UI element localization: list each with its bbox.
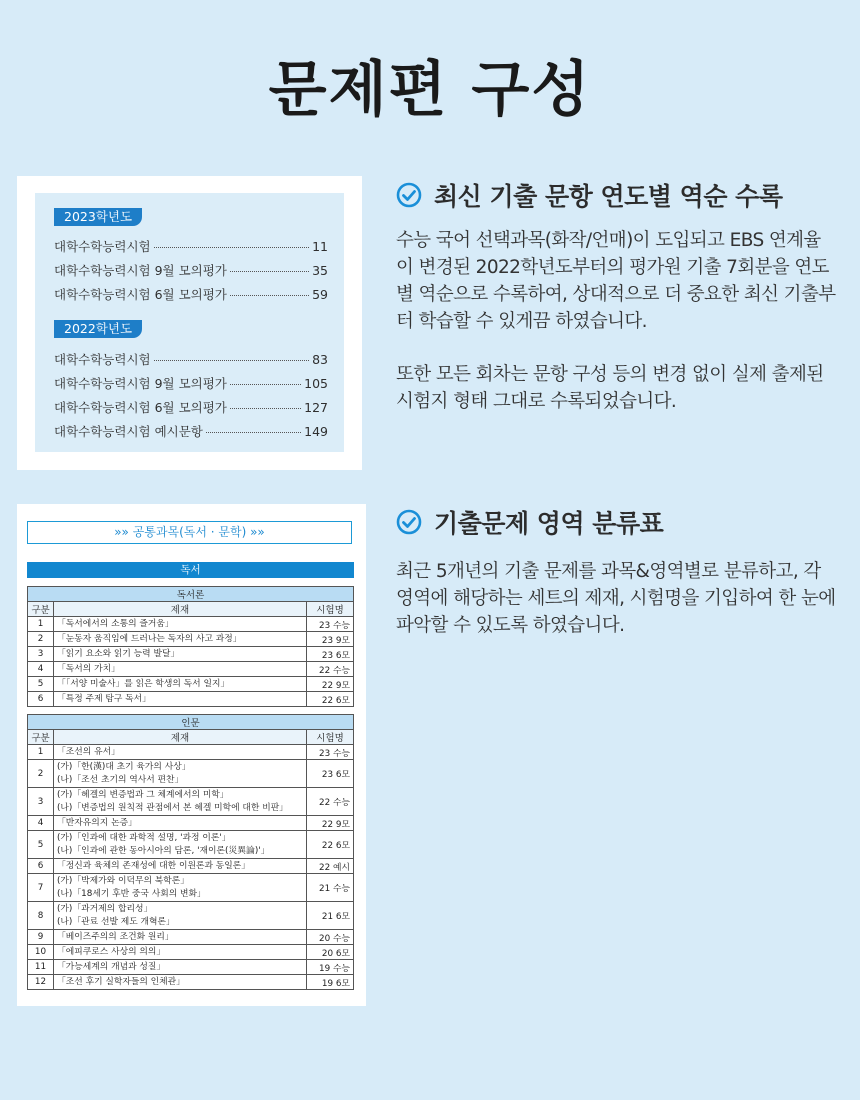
section-latest-exams [396,177,836,415]
column-header: 제재 [54,602,307,617]
table-row: 9 「베이즈주의의 조건화 원리」 20 수능 [28,930,354,945]
table-row: 3 「읽기 요소와 읽기 능력 발달」 23 6모 [28,647,354,662]
table-row: 1 「독서에서의 소통의 즐거움」 23 수능 [28,617,354,632]
toc-item: 대학수학능력시험 6월 모의평가 127 [54,400,328,415]
table-row: 6 「특정 주제 탐구 독서」 22 6모 [28,692,354,707]
toc-item: 대학수학능력시험 9월 모의평가 35 [54,263,328,278]
check-circle-icon [396,182,422,208]
subject-banner: »» 공통과목(독서 · 문학) »» [27,521,352,544]
section-heading: 최신 기출 문항 연도별 역순 수록 [396,177,836,213]
column-header: 구분 [28,730,54,745]
check-circle-icon [396,509,422,535]
toc-item: 대학수학능력시험 9월 모의평가 105 [54,376,328,391]
table-row: 11 「가능세계의 개념과 성질」 19 수능 [28,960,354,975]
table-row: 1 「조선의 유서」 23 수능 [28,745,354,760]
column-header: 제재 [54,730,307,745]
reading-theory-table [27,586,354,707]
area-bar: 독서 [27,562,354,578]
table-row: 8 (가)「과거제의 합리성」 (나)「관료 선발 제도 개혁론」 21 6모 [28,902,354,930]
toc-panel [35,193,344,452]
toc-item: 대학수학능력시험 83 [54,352,328,367]
humanities-table [27,714,354,990]
table-row: 5 「「서양 미술사」를 읽은 학생의 독서 일지」 22 9모 [28,677,354,692]
table-row: 7 (가)「박제가와 이덕무의 북학론」 (나)「18세기 후반 중국 사회의 변화」 21 수능 [28,874,354,902]
toc-card [17,176,362,470]
column-header: 시험명 [307,730,354,745]
section-heading: 기출문제 영역 분류표 [396,504,836,540]
classification-card [17,504,366,1006]
table-row: 2 「눈동자 움직임에 드러나는 독자의 사고 과정」 23 9모 [28,632,354,647]
year-badge-2022: 2022학년도 [54,320,142,338]
section-paragraph: 또한 모든 회차는 문항 구성 등의 변경 없이 실제 출제된 시험지 형태 그대로 수록되었습니다. [396,364,824,412]
year-badge-2023: 2023학년도 [54,208,142,226]
column-header: 구분 [28,602,54,617]
table-row: 5 (가)「인과에 대한 과학적 설명, '과정 이론'」 (나)「인과에 관한 동아시아의 담론, '재이론(災異論)'」 22 6모 [28,831,354,859]
toc-item: 대학수학능력시험 예시문항 149 [54,424,328,439]
table-caption: 인문 [28,715,354,730]
table-row: 6 「정신과 육체의 존재성에 대한 이원론과 동일론」 22 예시 [28,859,354,874]
table-caption: 독서론 [28,587,354,602]
table-row: 3 (가)「헤겔의 변증법과 그 체계에서의 미학」 (나)「변증법의 원칙적 관점에서 본 헤겔 미학에 대한 비판」 22 수능 [28,788,354,816]
table-row: 2 (가)「한(漢)대 초기 육가의 사상」 (나)「조선 초기의 역사서 편찬」 23 6모 [28,760,354,788]
table-row: 12 「조선 후기 실학자들의 인체관」 19 6모 [28,975,354,990]
column-header: 시험명 [306,602,353,617]
double-chevron-right-icon: »» [114,525,129,539]
section-paragraph: 수능 국어 선택과목(화작/언매)이 도입되고 EBS 연계율이 변경된 2022학년도부터의 평가원 기출 7회분을 연도별 역순으로 수록하여, 상대적으로 더 중요한 최신 기출부터 학습할 수 있게끔 하였습니다. [396,230,836,332]
table-row: 4 「반자유의지 논증」 22 9모 [28,816,354,831]
toc-item: 대학수학능력시험 6월 모의평가 59 [54,287,328,302]
page-title: 문제편 구성 [268,55,592,125]
toc-item: 대학수학능력시험 11 [54,239,328,254]
table-row: 4 「독서의 가치」 22 수능 [28,662,354,677]
section-classification [396,504,836,639]
table-row: 10 「에피쿠로스 사상의 의의」 20 6모 [28,945,354,960]
double-chevron-right-icon: »» [250,525,265,539]
section-paragraph: 최근 5개년의 기출 문제를 과목&영역별로 분류하고, 각 영역에 해당하는 세트의 제재, 시험명을 기입하여 한 눈에 파악할 수 있도록 하였습니다. [396,561,836,636]
